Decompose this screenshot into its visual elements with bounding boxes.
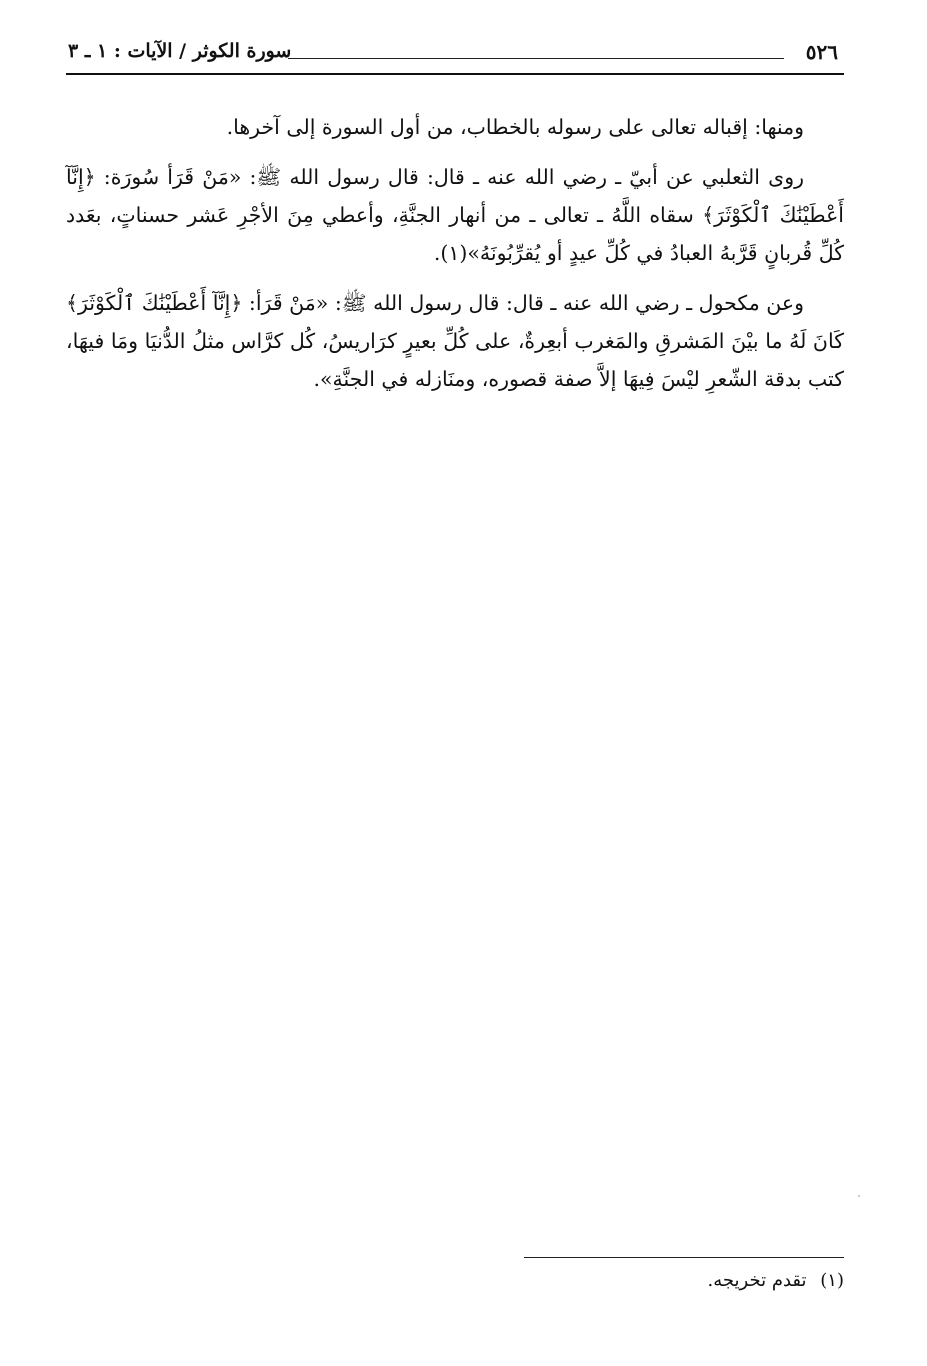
paragraph: وعن مكحول ـ رضي الله عنه ـ قال: قال رسول الله ﷺ: «مَنْ قَرَأ: ﴿إِنَّآ أَعْطَيْنَٰكَ ٱلْكَوْثَرَ﴾ كَانَ لَهُ ما بيْنَ المَشرقِ والمَغرب أبعِرةٌ، على كُلِّ بعيرٍ كرَاريسُ، كُل كرَّاس مثلُ الدُّنيَا ومَا فيهَا، كتب بدقة الشّعرِ ليْسَ فِيهَا إلاَّ صفة قصوره، ومنَازله في الجنَّةِ». [66,291,844,391]
running-title: سورة الكوثر / الآيات : ١ ـ ٣ [68,40,292,62]
main-text [66,108,844,410]
header-dash-line [288,58,784,59]
footnote [708,1270,844,1291]
footnote-text: تقدم تخريجه. [707,1270,807,1291]
footnote-number: (١) [820,1270,844,1291]
page-number: ٥٢٦ [805,40,838,64]
scan-speck [858,1195,860,1197]
paragraph: روى الثعلبي عن أبيّ ـ رضي الله عنه ـ قال: قال رسول الله ﷺ: «مَنْ قَرَأ سُورَة: ﴿إِنَّآ أَعْطَيْنَٰكَ ٱلْكَوْثَرَ﴾ سقاه اللَّهُ ـ تعالى ـ من أنهار الجنَّةِ، وأعطي مِنَ الأجْرِ عَشر حسناتٍ، بعَدد كُلِّ قُربانٍ قَرَّبهُ العبادُ في كُلِّ عيدٍ أو يُقرِّبُونَهُ»(١). [66,165,844,265]
page-header [66,36,844,72]
footnote-rule [524,1257,844,1258]
header-rule [66,73,844,75]
paragraph: ومنها: إقباله تعالى على رسوله بالخطاب، من أول السورة إلى آخرها. [226,115,804,139]
